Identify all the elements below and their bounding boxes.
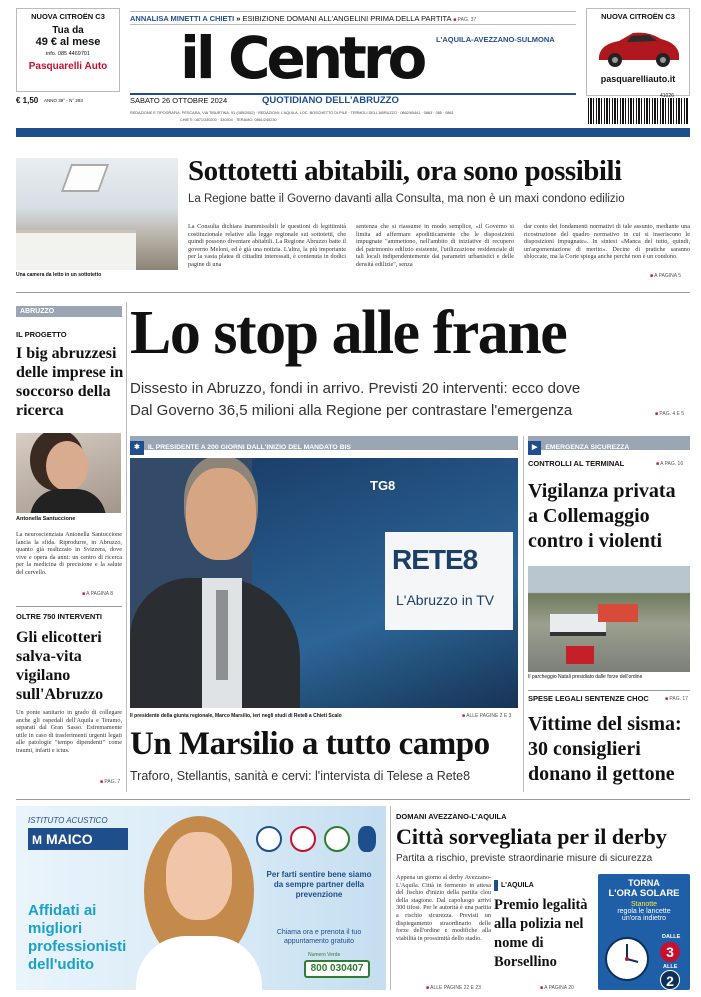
masthead-cities: L'AQUILA-AVEZZANO-SULMONA xyxy=(436,35,555,44)
masthead-title: il Centro xyxy=(180,24,424,92)
person-head xyxy=(186,468,256,560)
screen-tg8: TG8 xyxy=(370,478,396,493)
marsilio-sub: Traforo, Stellantis, sanità e cervi: l'intervista di Telese a Rete8 xyxy=(130,769,471,783)
woman-coat xyxy=(136,936,262,990)
ad-left-offer-line2: 49 € al mese xyxy=(35,36,101,48)
barcode-number: 41026 xyxy=(660,93,674,99)
ad-right[interactable] xyxy=(586,8,690,96)
site-bar xyxy=(16,128,690,143)
story1-col2: sentenza che si riassume in modo semplice, «il Governo si limita ad affermare apoditticamente che le disposizioni impugnate "ammettono, nell'ambito di iniziative di recupero del patrimonio edilizio esistente, l'utilizzazione residenziale di tali locali indipendentemente dai parametri urbanistici e delle densità edilizie", senza xyxy=(356,223,514,268)
story1-subheadline: La Regione batte il Governo davanti alla Consulta, ma non è un maxi condono edilizio xyxy=(188,193,625,205)
maico-slogan: Affidati ai migliori professionisti dell'udito xyxy=(28,902,127,973)
right-section-label: EMERGENZA SICUREZZA xyxy=(545,444,630,451)
aquila-section: L'AQUILA xyxy=(501,882,534,889)
portrait-shoulders xyxy=(30,489,106,513)
solar-title1: TORNA xyxy=(628,878,660,888)
solar-line3: un'ora indietro xyxy=(621,915,667,922)
maico-badges xyxy=(256,826,376,856)
right-kicker1: CONTROLLI AL TERMINAL xyxy=(528,459,625,468)
left-kicker2: OLTRE 750 INTERVENTI xyxy=(16,612,102,621)
derby-body: Appena un giorno al derby Avezzano-L'Aquila. Città in fermento in attesa del fischio d'inizio della partita clou della stagione. Dal capoluogo arrivi 300 tifosi. Per le autorità è una partita a rischio sicurezza. Previsti un dispiegamento straordinario delle forze dell'ordine e modifiche alla viabilità in prossimità dello stadio. xyxy=(396,874,491,942)
masthead-date: SABATO 26 OTTOBRE 2024 xyxy=(130,96,228,105)
screen-rete8: RETE8 xyxy=(392,544,478,575)
ad-left-offer-line1: Tua da xyxy=(52,25,84,36)
masthead-redazione-line1: REDAZIONE E TIPOGRAFIA: PESCARA, VIA TIBURTINA, 91 (085/2052) · REDAZIONI: L'AQUILA, LOC. BOSCHETTO DI PILE · TERMOLI DELL'ABRUZZO · 0862/60441 · 0863 · 085 · 0861 xyxy=(130,111,454,115)
maico-logo-mark: M xyxy=(32,833,42,847)
right-col-rule xyxy=(523,436,524,792)
badge-1 xyxy=(256,826,282,852)
van xyxy=(566,646,594,664)
left-col-rule xyxy=(126,302,127,792)
maico-institute: ISTITUTO ACUSTICO xyxy=(28,816,108,825)
marsilio-photo xyxy=(130,458,518,708)
marsilio-caption: Il presidente della giunta regionale, Marco Marsilio, ieri negli studi di Rete8 a Chieti Scalo xyxy=(130,713,342,719)
main-page[interactable]: ■ PAG. 4 E 5 xyxy=(655,411,684,417)
right-divider xyxy=(528,690,690,691)
solar-from-hour: 3 xyxy=(660,942,680,962)
left-headline1[interactable]: I big abruzzesi delle imprese in soccorso della ricerca xyxy=(16,345,124,419)
ad-left-dealer: Pasquarelli Auto xyxy=(28,61,108,72)
person-tie xyxy=(216,590,228,680)
derby-headline[interactable]: Città sorvegliata per il derby xyxy=(396,824,667,849)
solar-to-label: ALLE xyxy=(663,964,678,970)
site-bar-url[interactable]: ilcentro.it xyxy=(20,137,43,143)
right-headline1[interactable]: Vigilanza privata a Collemaggio contro i violenti xyxy=(528,480,676,552)
ad-rule xyxy=(390,806,391,990)
right-page2[interactable]: ■ PAG. 17 xyxy=(665,696,688,702)
masthead-redazione-line2: CHIETI: 0871/330200 · 330304 · TERAMO: 0861/245230 xyxy=(180,118,277,122)
woman-face xyxy=(166,832,232,920)
marsilio-page[interactable]: ■ ALLE PAGINE 2 E 3 xyxy=(462,713,511,719)
solar-line2: regola le lancette xyxy=(617,908,671,915)
left-body1: La neuroscienziata Antonella Santuccione lancia la sfida. Riprodurre, in Abruzzo, quanto già realizzato in Svizzera, dove vive e opera da anni: un centro di ricerca per la medicina di precisione e la salute del cervello. xyxy=(16,531,122,576)
screen-slogan: L'Abruzzo in TV xyxy=(396,592,495,608)
marsilio-tag-bar xyxy=(130,436,518,450)
solar-from-label: DALLE xyxy=(662,934,681,940)
story1-photo xyxy=(16,158,178,270)
story1-page[interactable]: ■ A PAGINA 5 xyxy=(650,273,681,279)
marsilio-tag-label: IL PRESIDENTE A 200 GIORNI DALL'INIZIO DEL MANDATO BIS xyxy=(147,444,351,451)
clock-icon xyxy=(604,936,650,982)
right-kicker2: SPESE LEGALI SENTENZE CHOC xyxy=(528,694,649,703)
masthead-subtitle: QUOTIDIANO DELL'ABRUZZO xyxy=(262,95,399,106)
badge-4 xyxy=(358,826,376,852)
aquila-page[interactable]: ■ A PAGINA 20 xyxy=(540,985,574,991)
ad-left-info: info. 085 4469701 xyxy=(45,51,91,57)
left-divider xyxy=(16,606,122,607)
top-strip-page: ■ PAG. 37 xyxy=(453,17,476,23)
maico-phone: 800 030407 xyxy=(310,963,364,974)
car-image xyxy=(591,24,685,70)
skylight xyxy=(61,164,109,192)
bed xyxy=(16,230,136,270)
main-sub2: Dal Governo 36,5 milioni alla Regione per contrastare l'emergenza xyxy=(130,402,573,419)
masthead-issue: ANNO 39° - N° 293 xyxy=(44,98,83,103)
left-caption1: Antonella Santuccione xyxy=(16,516,76,522)
maico-phone-box[interactable] xyxy=(304,960,370,978)
right-section-icon: ▶ xyxy=(528,441,541,455)
maico-logo xyxy=(28,828,128,850)
solar-box xyxy=(598,874,690,990)
top-strip-arrow: » xyxy=(236,14,243,23)
marsilio-tag-icon: ✱ xyxy=(130,441,144,455)
derby-sub: Partita a rischio, previste straordinarie misure di sicurezza xyxy=(396,853,653,864)
top-strip-name: ANNALISA MINETTI A CHIETI xyxy=(130,14,235,23)
solar-line1: Stanotte xyxy=(630,901,658,908)
maico-brand: MAICO xyxy=(46,831,93,847)
badge-2 xyxy=(290,826,316,852)
right-caption1: Il parcheggio Natali presidiato dalle forze dell'ordine xyxy=(528,674,643,680)
left-section-label: ABRUZZO xyxy=(20,308,55,315)
main-headline[interactable]: Lo stop alle frane xyxy=(130,299,567,367)
left-headline2[interactable]: Gli elicotteri salva-vita vigilano sull'Abruzzo xyxy=(16,629,104,703)
masthead-price: € 1,50 xyxy=(16,96,39,105)
ad-left[interactable] xyxy=(16,8,120,92)
divider-1 xyxy=(16,292,690,293)
left-body2: Un ponte sanitario in grado di collegare anche gli ospedali dell'Aquila e Teramo, separati dal Gran Sasso. Estremamente utile in caso di trasferimenti urgenti legati alle patologie "tempo dipendenti" come traumi, infarti e ictus. xyxy=(16,709,122,754)
story1-col1: La Consulta dichiara inammissibili le questioni di legittimità costituzionale relative alla legge regionale sui sottotetti, che quindi possono diventare abitabili. La Regione Abruzzo batte il governo Meloni, ed è già una notizia. L'altra, la più importante per la vasta platea di cittadini interessati, è contenuta in dodici pagine di una xyxy=(188,223,346,268)
solar-title2: L'ORA SOLARE xyxy=(608,888,680,899)
badge-3 xyxy=(324,826,350,852)
divider-2 xyxy=(16,799,690,800)
ad-right-site[interactable]: pasquarelliauto.it xyxy=(600,74,676,84)
derby-kicker: DOMANI AVEZZANO-L'AQUILA xyxy=(396,812,507,821)
aquila-headline[interactable]: Premio legalità alla polizia nel nome di Borsellino xyxy=(494,897,588,970)
ad-left-brand: NUOVA CITROËN C3 xyxy=(31,12,105,21)
left-section-tag xyxy=(16,306,122,317)
right-photo1 xyxy=(528,566,690,672)
main-sub1: Dissesto in Abruzzo, fondi in arrivo. Previsti 20 interventi: ecco dove xyxy=(130,380,581,397)
marsilio-headline[interactable]: Un Marsilio a tutto campo xyxy=(130,726,490,762)
aquila-tag xyxy=(494,880,538,891)
portrait-head xyxy=(46,441,88,491)
top-strip-text: ESIBIZIONE DOMANI ALL'ANGELINI PRIMA DELLA PARTITA xyxy=(242,14,452,23)
maico-woman xyxy=(136,816,262,990)
right-section-bar xyxy=(528,436,690,450)
ad-right-brand: NUOVA CITROËN C3 xyxy=(601,12,675,21)
right-page1[interactable]: ■ A PAG. 16 xyxy=(656,461,683,467)
ad-maico[interactable] xyxy=(16,806,386,990)
right-headline2[interactable]: Vittime del sisma: 30 consiglieri donano il gettone xyxy=(528,713,682,785)
story1-col3: dar conto dei fondamenti normativi di tale assunto, mediante una ricostruzione del quadro normativo in cui si inseriscono le disposizioni impugnate». In sintesi «Manca del tutto, quindi, un'argomentazione di merito». Decine di pratiche saranno sbloccate, ma la Corte spiega anche perché non è un condono. xyxy=(524,223,690,261)
left-kicker1: IL PROGETTO xyxy=(16,330,67,339)
left-page2[interactable]: ■ PAG. 7 xyxy=(100,779,120,785)
bus-2 xyxy=(598,604,638,622)
story1-caption: Una camera da letto in un sottotetto xyxy=(16,272,102,278)
maico-phone-label: Numero Verde xyxy=(308,952,341,958)
maico-note1: Per farti sentire bene siamo da sempre partner della prevenzione xyxy=(266,870,372,899)
derby-page[interactable]: ■ ALLE PAGINE 22 E 23 xyxy=(426,985,481,991)
barcode xyxy=(588,98,688,124)
maico-note2: Chiama ora e prenota il tuo appuntamento gratuito xyxy=(276,929,362,945)
left-page1[interactable]: ■ A PAGINA 8 xyxy=(82,591,113,597)
solar-to-hour: 2 xyxy=(660,970,680,990)
left-photo1 xyxy=(16,433,121,513)
story1-headline[interactable]: Sottotetti abitabili, ora sono possibili xyxy=(188,155,622,187)
